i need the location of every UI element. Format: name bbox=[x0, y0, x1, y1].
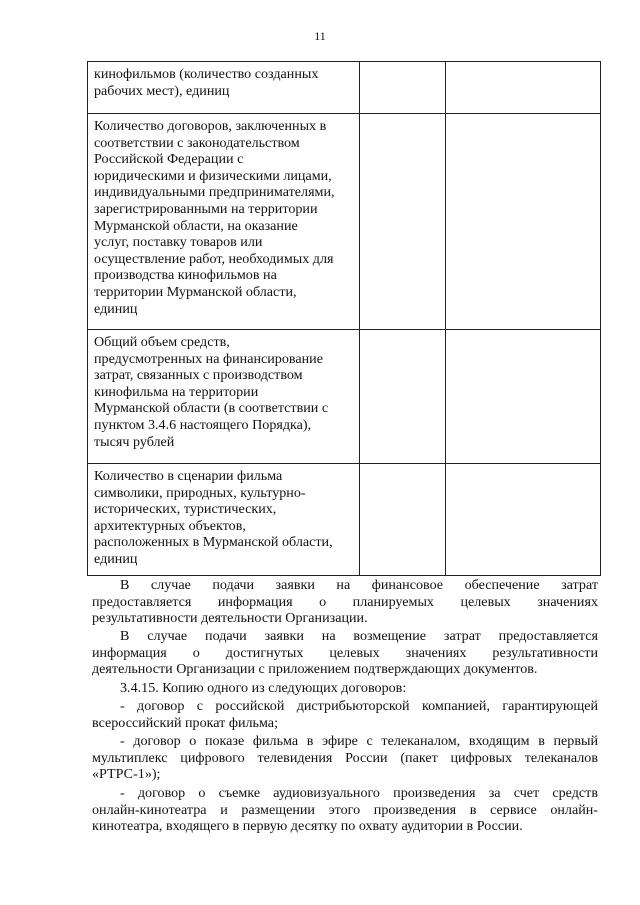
page-number: 11 bbox=[314, 29, 326, 43]
cell-line: единиц bbox=[94, 300, 138, 317]
cell-line: архитектурных объектов, bbox=[94, 517, 246, 534]
cell-line: расположенных в Мурманской области, bbox=[94, 534, 333, 551]
cell-line: кинофильмов (количество созданных bbox=[94, 66, 319, 82]
cell-line: пунктом 3.4.6 настоящего Порядка), bbox=[94, 416, 312, 433]
paragraph-line: - договор с российской дистрибьюторской компанией, гарантирующей bbox=[120, 698, 598, 714]
paragraph-line: В случае подачи заявки на финансовое обеспечение затрат bbox=[120, 577, 598, 593]
paragraph-reimbursement-request bbox=[92, 628, 598, 678]
indicator-name-cell bbox=[88, 114, 360, 330]
paragraph-line: В случае подачи заявки на возмещение затрат предоставляется bbox=[120, 628, 598, 644]
cell-line: тысяч рублей bbox=[94, 433, 175, 450]
cell-line: соответствии с законодательством bbox=[94, 134, 300, 151]
cell-line: юридическими и физическими лицами, bbox=[94, 167, 332, 184]
cell-line: Мурманской области (в соответствии с bbox=[94, 400, 329, 417]
paragraph-line: результативности деятельности Организации. bbox=[92, 610, 368, 627]
table-row bbox=[88, 114, 601, 330]
cell-line: Общий объем средств, bbox=[94, 334, 230, 350]
value-cell bbox=[360, 464, 446, 576]
cell-line: производства кинофильмов на bbox=[94, 267, 277, 284]
cell-line: осуществление работ, необходимых для bbox=[94, 250, 334, 267]
cell-line: символики, природных, культурно- bbox=[94, 484, 306, 501]
table-row bbox=[88, 330, 601, 464]
cell-line: Российской Федерации с bbox=[94, 151, 244, 168]
paragraph-line: деятельности Организации с приложением подтверждающих документов. bbox=[92, 661, 538, 678]
cell-line: индивидуальными предпринимателями, bbox=[94, 184, 335, 201]
list-item-online-cinema-contract bbox=[92, 785, 598, 835]
cell-line: кинофильма на территории bbox=[94, 383, 259, 400]
cell-line: единиц bbox=[94, 550, 138, 567]
cell-line: рабочих мест), единиц bbox=[94, 82, 230, 99]
cell-line: затрат, связанных с производством bbox=[94, 367, 303, 384]
paragraph-line: всероссийский прокат фильма; bbox=[92, 714, 278, 731]
paragraph-line: - договор о съемке аудиовизуального произведения за счет средств bbox=[120, 785, 598, 801]
list-item-distribution-contract bbox=[92, 698, 598, 731]
paragraph-clause-3-4-15 bbox=[92, 680, 598, 697]
value-cell bbox=[446, 114, 601, 330]
paragraph-financing-request bbox=[92, 577, 598, 627]
cell-line: предусмотренных на финансирование bbox=[94, 350, 323, 367]
indicator-name-cell bbox=[88, 330, 360, 464]
value-cell bbox=[360, 330, 446, 464]
cell-line: зарегистрированными на территории bbox=[94, 200, 318, 217]
cell-line: Мурманской области, на оказание bbox=[94, 217, 298, 234]
indicator-name-cell bbox=[88, 464, 360, 576]
indicators-table bbox=[87, 61, 601, 576]
table-row bbox=[88, 464, 601, 576]
value-cell bbox=[360, 62, 446, 114]
paragraph-line: информация о достигнутых целевых значениях результативности bbox=[92, 644, 598, 661]
value-cell bbox=[446, 330, 601, 464]
paragraph-line: - договор о показе фильма в эфире с телеканалом, входящим в первый bbox=[120, 733, 598, 749]
paragraph-line: онлайн-кинотеатра и размещении этого произведения в сервисе онлайн- bbox=[92, 801, 598, 818]
paragraph-line: мультиплекс цифрового телевидения России (пакет цифровых телеканалов bbox=[92, 749, 598, 766]
paragraph-line: предоставляется информация о планируемых целевых значениях bbox=[92, 593, 598, 610]
value-cell bbox=[446, 464, 601, 576]
table-row bbox=[88, 62, 601, 114]
paragraph-line: «РТРС-1»); bbox=[92, 766, 161, 783]
cell-line: исторических, туристических, bbox=[94, 501, 277, 518]
paragraph-line: кинотеатра, входящего в первую десятку по охвату аудитории в России. bbox=[92, 818, 523, 835]
cell-line: услуг, поставку товаров или bbox=[94, 234, 263, 251]
indicator-name-cell bbox=[88, 62, 360, 114]
value-cell bbox=[446, 62, 601, 114]
cell-line: Количество в сценарии фильма bbox=[94, 468, 283, 484]
list-item-broadcast-contract bbox=[92, 733, 598, 783]
value-cell bbox=[360, 114, 446, 330]
cell-line: территории Мурманской области, bbox=[94, 283, 297, 300]
paragraph-line: 3.4.15. Копию одного из следующих договоров: bbox=[120, 680, 407, 696]
cell-line: Количество договоров, заключенных в bbox=[94, 118, 327, 134]
